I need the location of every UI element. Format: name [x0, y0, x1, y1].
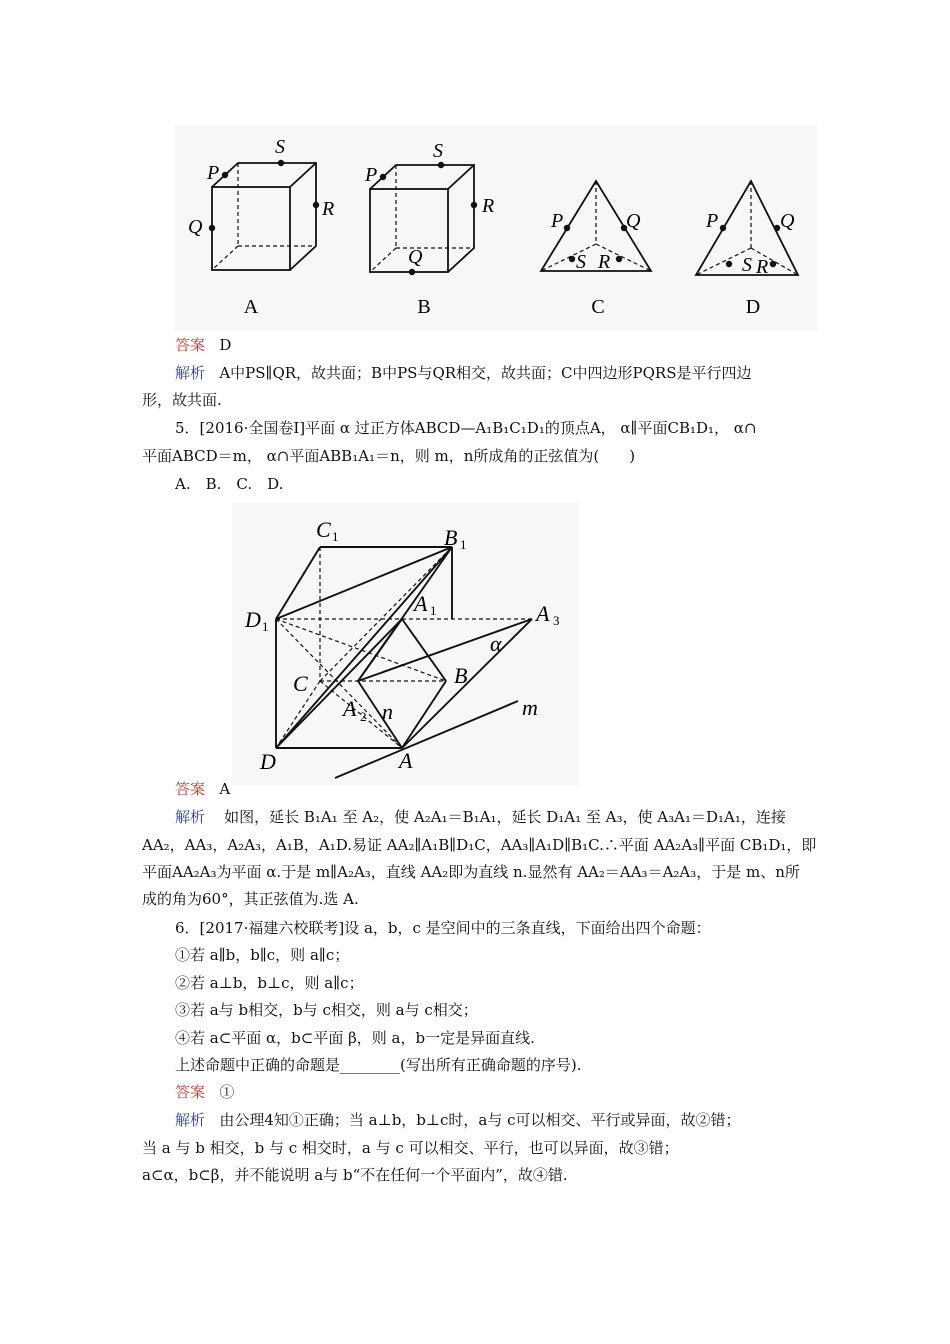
sub-d1: 1 [262, 619, 269, 634]
label-m: m [522, 695, 538, 720]
analysis-label: 解析 [175, 808, 206, 826]
label-a: A [399, 748, 413, 773]
c-point-r: R [598, 251, 611, 273]
answer-value: ① [219, 1083, 235, 1101]
answer-label: 答案 [175, 1083, 206, 1101]
a-point-s: S [275, 136, 285, 158]
q5-analysis [175, 807, 786, 827]
d-point-s: S [742, 254, 752, 276]
label-alpha: α [490, 631, 502, 656]
q5-figure [232, 503, 578, 785]
q6-analysis-line3: a⊂α，b⊂β，并不能说明 a与 b“不在任何一个平面内”，故④错. [142, 1166, 568, 1184]
figure-options [175, 125, 817, 330]
label-a1: A [414, 591, 428, 616]
q5-analysis-line2: AA₂，AA₃，A₂A₃，A₁B，A₁D.易证 AA₂∥A₁B∥D₁C，AA₃∥A₁D∥B₁C.∴平面 AA₂A₃∥平面 CB₁D₁，即 [142, 836, 817, 854]
label-c1: C [316, 517, 331, 542]
q5-analysis-line4: 成的角为60°，其正弦值为.选 A. [142, 890, 359, 908]
answer-label: 答案 [175, 336, 206, 354]
q4-answer [175, 335, 231, 355]
sub-a3: 3 [553, 613, 560, 628]
d-point-q: Q [780, 210, 795, 232]
d-point-r: R [756, 256, 769, 278]
label-d: D [260, 749, 276, 774]
q6-stem: 6．[2017·福建六校联考]设 a，b，c 是空间中的三条直线，下面给出四个命题： [175, 919, 711, 937]
label-b1: B [444, 525, 458, 550]
option-c-label: C [591, 296, 605, 318]
q6-answer [175, 1082, 234, 1102]
answer-value: A [219, 780, 231, 798]
analysis-text: 由公理4知①正确；当 a⊥b，b⊥c时，a与 c可以相交、平行或异面，故②错； [219, 1111, 741, 1129]
label-a3: A [536, 601, 550, 626]
sub-a2: 2 [360, 709, 367, 724]
sub-c1: 1 [332, 529, 339, 544]
a-point-p: P [207, 162, 220, 184]
q5-stem-line1: 5．[2016·全国卷Ⅰ]平面 α 过正方体ABCD—A₁B₁C₁D₁的顶点A， α∥平面CB₁D₁， α∩ [175, 419, 757, 437]
analysis-label: 解析 [175, 1111, 206, 1129]
q5-stem-line2: 平面ABCD＝m， α∩平面ABB₁A₁＝n，则 m，n所成角的正弦值为( ) [142, 447, 636, 465]
q4-analysis-cont: 形，故共面. [142, 391, 222, 409]
b-point-q: Q [408, 246, 423, 268]
option-a-label: A [243, 296, 259, 318]
a-point-r: R [322, 198, 335, 220]
q6-proposition-4: ④若 a⊂平面 α，b⊂平面 β，则 a，b一定是异面直线. [175, 1029, 535, 1047]
c-point-s: S [576, 251, 586, 273]
analysis-text: 如图，延长 B₁A₁ 至 A₂，使 A₂A₁＝B₁A₁，延长 D₁A₁ 至 A₃，使 A₃A₁＝D₁A₁，连接 [224, 808, 786, 826]
b-point-s: S [433, 140, 443, 162]
b-point-p: P [365, 164, 378, 186]
label-b: B [454, 663, 468, 688]
analysis-text: A中PS∥QR，故共面；B中PS与QR相交，故共面；C中四边形PQRS是平行四边 [219, 364, 752, 382]
q5-analysis-line3: 平面AA₂A₃为平面 α.于是 m∥A₂A₃，直线 AA₂即为直线 n.显然有 AA₂＝AA₃＝A₂A₃，于是 m、n所 [142, 863, 800, 881]
d-point-p: P [706, 210, 719, 232]
option-b-label: B [417, 296, 431, 318]
answer-label: 答案 [175, 780, 206, 798]
q6-proposition-2: ②若 a⊥b，b⊥c，则 a∥c； [175, 974, 364, 992]
label-a2: A [343, 696, 357, 721]
q6-prompt: 上述命题中正确的命题是________(写出所有正确命题的序号). [175, 1056, 582, 1074]
b-point-r: R [482, 195, 495, 217]
sub-b1: 1 [460, 537, 467, 552]
q6-proposition-1: ①若 a∥b，b∥c，则 a∥c； [175, 946, 350, 964]
c-point-q: Q [626, 210, 641, 232]
q5-answer [175, 779, 230, 799]
label-n: n [382, 699, 393, 724]
q6-analysis-line2: 当 a 与 b 相交，b 与 c 相交时，a 与 c 可以相交、平行，也可以异面，故③错； [142, 1139, 679, 1157]
q5-choices: A. B. C. D. [175, 475, 284, 493]
q6-analysis [175, 1110, 741, 1130]
option-d-label: D [745, 296, 761, 318]
a-point-q: Q [188, 216, 203, 238]
q4-analysis [175, 363, 751, 383]
label-c: C [293, 671, 308, 696]
answer-value: D [219, 336, 232, 354]
label-d1: D [245, 607, 261, 632]
q6-proposition-3: ③若 a与 b相交，b与 c相交，则 a与 c相交； [175, 1001, 478, 1019]
analysis-label: 解析 [175, 364, 206, 382]
c-point-p: P [551, 210, 564, 232]
sub-a1: 1 [430, 603, 437, 618]
